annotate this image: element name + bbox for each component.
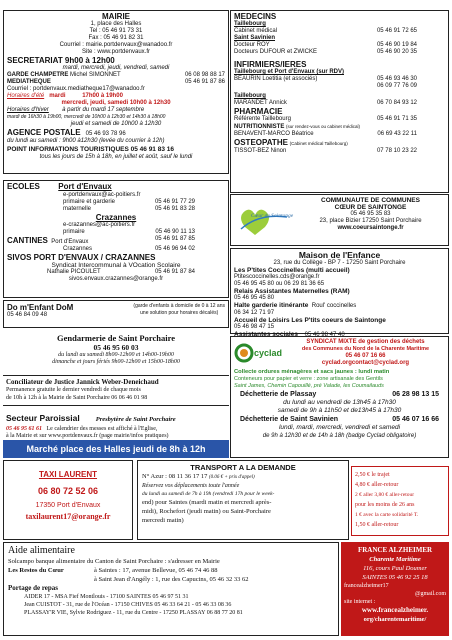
winter-from: à partir du mardi 17 septembre — [62, 107, 145, 113]
sivos-email[interactable]: sivos.envaux.crazannes@orange.fr — [68, 276, 164, 282]
agence-row — [7, 128, 225, 138]
sivos-title: SIVOS PORT D'ENVAUX / CRAZANNES — [7, 253, 156, 262]
dufour-row — [234, 49, 445, 56]
marandet-row — [234, 100, 445, 107]
tarif-4: pour les moins de 26 ans — [355, 502, 415, 508]
taxi-tel: 06 80 72 52 06 — [37, 486, 99, 496]
taxi-email[interactable]: taxilaurent17@orange.fr — [25, 512, 111, 521]
enfance-title: Maison de l'Enfance — [298, 250, 381, 260]
crazannes-heading: Crazannes — [95, 213, 137, 222]
mairie-panel — [3, 10, 229, 174]
alzheimer-email1[interactable]: francealzheimer17 — [344, 583, 389, 589]
conciliateur-title: Conciliateur de Justice Jannick Weber-Deneichaud — [6, 378, 159, 386]
summer-day: mardi — [49, 93, 66, 99]
gendarmerie-hours1: du lundi au samedi 8h00-12h00 et 14h00-19h00 — [58, 352, 174, 358]
dom-title: Do m'Enfant DoM — [7, 303, 74, 312]
osteo-label: OSTEOPATHE — [234, 138, 288, 147]
maternelle-tel: 05 46 91 83 28 — [154, 206, 195, 212]
portage-jean: Jean CUISTOT - 31, rue de l'Océan - 17150 CHIVES 05 46 33 64 21 - 05 46 33 08 36 — [24, 602, 232, 608]
halte-label: Halte garderie itinérante — [234, 302, 309, 309]
roy-row — [234, 42, 445, 49]
assistantes-tel: 05 46 98 47 40 — [304, 332, 345, 338]
alzheimer-email2[interactable]: @gmail.com — [414, 591, 446, 597]
mairie-fax: Fax : 05 46 91 82 31 — [88, 35, 144, 41]
transport-azur-note: (0.06 € + prix d'appel) — [209, 475, 255, 480]
relais-tel: 05 46 95 45 80 — [234, 295, 275, 301]
cyclad-collecte: Collecte ordures ménagères et sacs jaunes : lundi matin — [234, 369, 390, 375]
roy-tel: 05 46 90 19 84 — [376, 42, 417, 48]
tisot-tel: 07 78 10 23 22 — [376, 148, 417, 154]
primaire-row — [7, 199, 225, 206]
ecoles-panel — [3, 180, 229, 298]
cabinet-row — [234, 28, 445, 35]
benavent-label: BENAVENT-MARCO Béatrice — [234, 131, 314, 137]
cyclad-title: SYNDICAT MIXTE de gestion des déchets — [306, 339, 425, 345]
plassay-h1: du lundi au vendredi de 13h45 à 17h30 — [283, 399, 396, 406]
restos-2: à Saint Jean d'Angély : 1, rue des Capucins, 05 46 32 33 62 — [94, 576, 249, 583]
infirmiers-title: INFIRMIERS/IERES — [234, 60, 307, 69]
nutri-note: (sur rendez-vous ou cabinet médical) — [286, 124, 361, 129]
savinien-h1: lundi, mardi, mercredi, vendredi et samedi — [278, 424, 401, 431]
transport-azur: N° Azur : 08 11 36 17 17 — [142, 473, 208, 480]
cantines-row — [7, 236, 225, 246]
primaire-label: primaire et garderie — [63, 199, 116, 205]
nutri-label: NUTRITIONNISTE — [234, 124, 285, 130]
communaute-address: 23, place Bizier 17250 Saint Porchaire — [319, 218, 422, 224]
taxi-address: 17350 Port d'Envaux — [35, 502, 101, 509]
cyclad-conteneurs: Conteneurs pour papier et verre : zone artisanale des Gentils — [234, 376, 383, 382]
secretariat-heading: SECRETARIAT 9h00 à 12h00 — [7, 56, 115, 65]
taillebourg-heading: Taillebourg — [234, 21, 266, 27]
winter-row — [7, 107, 225, 114]
plassay-tel: 06 28 98 13 15 — [392, 391, 439, 398]
cyclad-email[interactable]: cyclad.orgcontact@cyclad.org — [321, 360, 410, 366]
tisot-label: TISSOT-BEZ Ninon — [234, 148, 287, 154]
tarif-6: 1,50 € aller-retour — [355, 522, 399, 528]
tarifs-panel — [351, 466, 449, 536]
aide-solcampo: Solcampo banque alimentaire du Canton de Saint Porchaire : s'adresser en Mairie — [8, 558, 220, 565]
ecoles-email2[interactable]: e-crazannes@ac-poitiers.fr — [63, 222, 136, 228]
dom-note1: (garde d'enfants à domicile de 0 à 12 ans — [133, 303, 225, 309]
beaurin-row — [234, 76, 445, 83]
tarif-5: 1 € avec la carte solidarité T. — [355, 512, 419, 518]
summer-hours-label: Horaires d'été — [7, 93, 45, 99]
communaute-panel — [230, 194, 449, 246]
tourisme: POINT INFORMATIONS TOURISTIQUES 05 46 91 83 16 — [7, 146, 174, 153]
summer-hours-2: mercredi, jeudi, samedi 10h00 à 12h30 — [61, 100, 171, 106]
plassay-label: Déchetterie de Plassay — [240, 391, 317, 398]
restos-1: à Saintes : 17, avenue Bellevue, 05 46 74 46 88 — [94, 567, 218, 574]
enfance-address: 23, rue du Collège - BP 7 - 17250 Saint Porchaire — [273, 260, 406, 266]
restos-label: Les Restos du Cœur — [8, 567, 64, 574]
accueil-tel: 05 46 98 47 15 — [234, 324, 275, 330]
dufour-label: Docteurs DUFOUR et ZWICKE — [234, 49, 318, 55]
dom-tel: 05 46 84 09 48 — [7, 312, 48, 318]
cyclad-conteneurs2: Saint James, Chemin Capouillé, pré Valade, les Coumailauds — [234, 383, 384, 389]
conciliateur-line1: Permanence gratuite le dernier vendredi de chaque mois — [6, 387, 141, 393]
cyclad-sub: des Communes du Nord de la Charente Maritime — [301, 346, 430, 352]
assistantes-label: Assistantes sociales — [234, 331, 298, 338]
plassay-h2: samedi de 9h à 11h50 et de13h45 à 17h30 — [277, 407, 402, 414]
ecoles-port: Port d'Envaux — [58, 182, 112, 191]
summer-hours-row — [7, 93, 225, 100]
alzheimer-title: FRANCE ALZHEIMER — [357, 546, 433, 554]
pharma-row — [234, 116, 445, 123]
mairie-site[interactable]: Site : www.portdenvaux.fr — [81, 49, 151, 55]
taillebourg2-heading: Taillebourg — [234, 93, 266, 99]
medecins-panel — [230, 10, 449, 193]
agence-tel: 05 46 93 78 96 — [85, 131, 126, 137]
tarif-3: 2 € aller 3,80 € aller-retour — [355, 492, 415, 498]
cyclad-logo — [234, 339, 286, 369]
taxi-title: TAXI LAURENT — [38, 470, 98, 479]
picoulet-row — [7, 269, 225, 276]
secretariat-days: mardi, mercredi, jeudi, vendredi, samedi — [62, 65, 170, 71]
transport-l1: Réservez vos déplacements toute l'année — [142, 483, 240, 489]
gendarmerie-tel: 05 46 95 60 03 — [93, 343, 139, 352]
secteur-presbytere: Presbytère de Saint Porchaire — [95, 416, 176, 423]
gendarmerie-hours2: dimanche et jours fériés 9h00-12h00 et 15h00-18h00 — [52, 359, 180, 365]
transport-l5: mercredi matin) — [142, 517, 184, 524]
alzheimer-site2[interactable]: org/charentemaritime/ — [363, 616, 427, 623]
communaute-site[interactable]: www.coeursaintonge.fr — [337, 225, 404, 231]
picoulet-tel: 05 46 91 87 84 — [154, 269, 195, 275]
picoulet-name: Nathalie PICOULET — [47, 269, 101, 275]
conciliateur-panel — [3, 375, 229, 405]
marandet-label: MARANDET Annick — [234, 100, 287, 106]
secteur-line2: à la Mairie et sur www.portdenvaux.fr (page mairie/infos pratiques) — [6, 433, 169, 439]
transport-l4: midi), Rochefort (jeudi matin) ou Saint-Porchaire — [142, 508, 271, 515]
maternelle-row — [7, 206, 225, 213]
nutri-row — [234, 123, 445, 131]
garde-name: Michel SIMONNET — [70, 72, 121, 78]
ecoles-email1[interactable]: e-portdenvaux@ac-poitiers.fr — [63, 192, 141, 198]
transport-panel — [137, 460, 349, 540]
tisot-row — [234, 148, 445, 155]
maternelle-label: maternelle — [63, 206, 92, 212]
roy-label: Docteur ROY — [234, 42, 270, 48]
tarif-1: 2,50 € le trajet — [355, 472, 390, 478]
alzheimer-panel — [341, 542, 449, 636]
benavent-tel: 06 69 43 22 11 — [377, 131, 417, 137]
cyclad-panel — [230, 336, 449, 458]
cyclad-logo-text: cyclad — [254, 348, 283, 358]
sivos-syndicat: Syndicat Intercommunal à VOcation Scolaire — [51, 262, 181, 269]
media-email[interactable]: Courriel : portdenvaux.mediatheque17@wanadoo.fr — [7, 86, 145, 92]
aide-panel — [3, 542, 339, 636]
secteur-header — [6, 408, 226, 426]
mairie-address: 1, place des Halles — [90, 21, 142, 27]
alzheimer-site-label: site internet : — [344, 599, 376, 605]
beaurin-row2 — [234, 83, 445, 90]
secteur-line1: Le calendrier des messes est affiché à l'Eglise, — [46, 426, 158, 432]
secteur-panel — [3, 405, 229, 437]
benavent-row — [234, 131, 445, 138]
primaire2-tel: 05 46 90 11 13 — [155, 229, 195, 235]
beaurin-label: BEAURIN Loetitia (et associés) — [234, 76, 318, 82]
halte-name: Roul' coccinelles — [311, 303, 357, 309]
winter-2: jeudi et samedi de 10h00 à 12h30 — [70, 121, 162, 127]
saint-savinien-heading: Saint Savinien — [234, 35, 276, 41]
aide-title: Aide alimentaire — [8, 545, 75, 556]
enfance-panel — [230, 248, 449, 338]
garde-label: GARDE CHAMPETRE — [7, 72, 69, 78]
garde-tel: 06 08 98 88 17 — [184, 72, 225, 78]
relais: Relais Assistantes Maternelles (RAM) — [234, 288, 350, 295]
mairie-tel: Tel : 05 46 91 73 31 — [89, 28, 143, 34]
infirmiers-sub: Taillebourg et Port d'Envaux (sur RDV) — [234, 69, 344, 75]
pharma-tel: 05 46 91 71 35 — [376, 116, 417, 122]
ecoles-header — [7, 182, 225, 192]
transport-title: TRANSPORT A LA DEMANDE — [190, 463, 296, 472]
pharmacie-title: PHARMACIE — [234, 107, 283, 116]
mairie-title: MAIRIE — [102, 12, 130, 21]
primaire2-row — [7, 229, 225, 236]
secteur-title: Secteur Paroissial — [6, 413, 80, 423]
taxi-panel — [3, 460, 133, 540]
enfance-tels: 05 46 95 45 80 ou 06 29 81 36 65 — [234, 281, 325, 287]
portage-title: Portage de repas — [8, 584, 59, 592]
savinien-tel: 05 46 07 16 66 — [392, 416, 439, 423]
dom-row — [7, 303, 225, 319]
agence-label: AGENCE POSTALE — [7, 128, 81, 137]
accueil: Accueil de Loisirs Les P'tits coeurs de Saintonge — [234, 317, 386, 324]
media-tel: 05 46 91 87 86 — [184, 79, 225, 85]
cabinet-label: Cabinet médical — [234, 28, 278, 34]
dom-panel — [3, 300, 229, 328]
savinien-row — [234, 415, 445, 424]
cabinet-tel: 05 46 91 72 65 — [376, 28, 417, 34]
cantines-craz-row — [7, 246, 225, 253]
alzheimer-site1[interactable]: www.francealzheimer. — [361, 606, 429, 614]
portage-aider: AIDER 17 - MSA Fief Montlouis - 17100 SAINTES 05 46 97 51 31 — [24, 594, 189, 600]
marandet-tel: 06 70 84 93 12 — [376, 100, 417, 106]
primaire2-label: primaire — [63, 229, 85, 235]
alzheimer-addr2: SAINTES 05 46 92 25 18 — [362, 574, 428, 581]
tarif-2: 4,80 € aller-retour — [355, 482, 399, 488]
halte-tel: 06 34 12 71 97 — [234, 310, 275, 316]
tourisme-days: tous les jours de 15h à 18h, en juillet et août, sauf le lundi — [39, 154, 193, 160]
halte-row — [234, 302, 445, 310]
cantines-label: CANTINES — [7, 236, 48, 245]
savinien-label: Déchetterie de Saint Savinien — [240, 416, 339, 423]
beaurin-tel2: 06 09 77 76 09 — [376, 83, 417, 89]
media-label: MEDIATHEQUE — [7, 79, 51, 85]
alzheimer-sub: Charente Maritime — [369, 556, 421, 563]
secteur-tel: 05 46 95 61 61 — [6, 426, 42, 432]
winter-1: mardi de 16h30 à 19h00, mercredi de 10h00 à 12h30 et 14h30 à 18h00 — [7, 114, 166, 120]
alzheimer-addr1: 116, cours Paul Doumer — [363, 565, 427, 572]
coccinelles: Les P'tites Coccinelles (multi accueil) — [234, 267, 350, 274]
savinien-h2: de 9h à 12h30 et de 14h à 18h (badge Cyclad obligatoire) — [262, 433, 417, 439]
enfance-email[interactable]: Ptitescoccinelles.cds@orange.fr — [234, 274, 320, 280]
plassay-row — [234, 390, 445, 399]
beaurin-tel1: 05 46 93 46 30 — [376, 76, 417, 82]
cantines-port-tel: 05 46 91 87 85 — [154, 236, 195, 242]
transport-l2: du lundi au samedi de 7h à 19h (vendredi 17h pour le week- — [142, 491, 275, 497]
cantines-craz: Crazannes — [63, 246, 93, 252]
communaute-title1: COMMUNAUTE DE COMMUNES — [321, 197, 420, 204]
ecoles-title: ECOLES — [7, 182, 40, 191]
communaute-tel: 05 46 95 35 83 — [350, 211, 391, 217]
marche-banner: Marché place des Halles jeudi de 8h à 12h — [3, 440, 229, 458]
mairie-email[interactable]: Courriel : mairie.portdenvaux@wanadoo.fr — [59, 42, 173, 48]
transport-l3: end) pour Saintes (mardi matin et mercredi après- — [142, 499, 272, 506]
osteo-note: (Cabinet médical Taillebourg) — [289, 141, 348, 146]
media-row — [7, 79, 225, 86]
cantines-port: Port d'Envaux — [51, 239, 89, 245]
heart-logo-icon — [235, 203, 294, 237]
medecins-title: MEDECINS — [234, 12, 277, 21]
gendarmerie-title: Gendarmerie de Saint Porchaire — [57, 333, 175, 343]
garde-row — [7, 72, 225, 79]
primaire-tel: 05 46 91 77 29 — [154, 199, 195, 205]
summer-time: 17h00 à 19h00 — [82, 93, 123, 99]
communaute-logo-text: Cœur de Saintonge — [251, 213, 294, 219]
gendarmerie-panel — [3, 330, 229, 373]
pharma-label: Référente Taillebourg — [234, 116, 291, 122]
agence-hours: du lundi au samedi : 9h00 à12h30 (levée du courrier à 12h) — [7, 138, 165, 144]
communaute-title2: CŒUR DE SAINTONGE — [334, 204, 407, 211]
communaute-logo — [235, 203, 294, 237]
dufour-tel: 05 46 90 20 35 — [376, 49, 417, 55]
osteo-row — [234, 138, 445, 148]
cyclad-tel: 05 46 07 16 66 — [345, 353, 386, 359]
winter-label: Horaires d'hiver — [7, 107, 49, 113]
cantines-craz-tel: 05 46 96 94 02 — [154, 246, 195, 252]
conciliateur-line2: de 10h à 12h à la Mairie de Saint Porchaire 06 06 46 01 98 — [6, 394, 148, 401]
portage-plassay: PLASSAY'R VIE, Sylvie Rodriguez - 11, rue du Centre - 17250 PLASSAY 06 88 77 20 81 — [24, 610, 243, 616]
dom-note2: une solution pour horaires décalés) — [140, 310, 219, 316]
